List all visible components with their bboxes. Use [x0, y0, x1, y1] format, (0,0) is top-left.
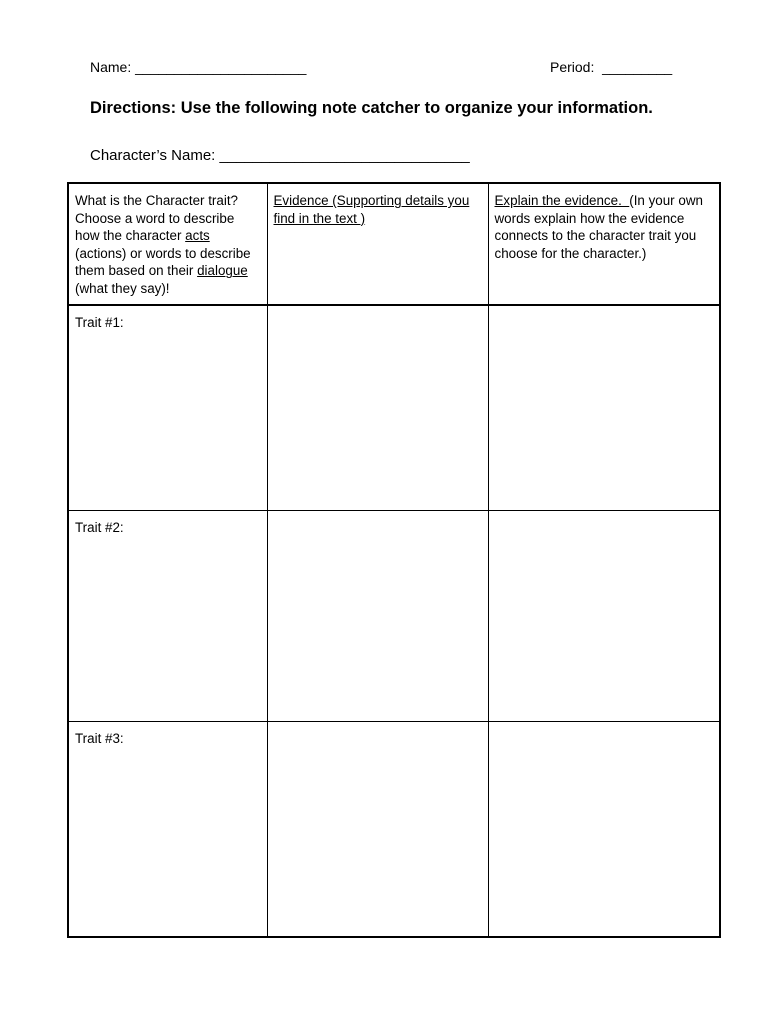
evidence-2-cell[interactable]	[267, 510, 488, 721]
acts-underlined: acts	[185, 228, 210, 244]
trait-header-text-2: (actions) or words to describe them based on their	[75, 245, 251, 279]
trait-1-cell[interactable]	[68, 305, 267, 511]
explain-header-text: (In your own words explain how the evidence connects to the character trait you choose for the character.)	[494, 193, 703, 261]
note-catcher-table	[67, 182, 721, 938]
evidence-3-cell[interactable]	[267, 721, 488, 937]
explanation-2-cell[interactable]	[488, 510, 720, 721]
name-field-label: Name: ______________________	[90, 59, 307, 75]
period-field-label: Period: _________	[550, 59, 673, 75]
table-row	[68, 305, 720, 511]
trait-2-label: Trait #2:	[75, 519, 124, 535]
explanation-3-cell[interactable]	[488, 721, 720, 937]
trait-2-cell[interactable]	[68, 510, 267, 721]
trait-1-label: Trait #1:	[75, 314, 124, 330]
trait-3-label: Trait #3:	[75, 730, 124, 746]
table-row	[68, 721, 720, 937]
evidence-1-cell[interactable]	[267, 305, 488, 511]
table-row	[68, 510, 720, 721]
trait-header-text-3: (what they say)!	[75, 280, 170, 296]
explanation-1-cell[interactable]	[488, 305, 720, 511]
evidence-header-text: Evidence (Supporting details you find in the text )	[273, 193, 470, 226]
directions-heading: Directions: Use the following note catcher to organize your information.	[90, 99, 653, 117]
evidence-header	[267, 183, 488, 305]
table-header-row	[68, 183, 720, 305]
trait-3-cell[interactable]	[68, 721, 267, 937]
character-name-field-label: Character’s Name: ______________________________	[90, 147, 470, 164]
character-trait-header	[68, 183, 267, 305]
explain-header-underlined: Explain the evidence.	[494, 193, 630, 208]
trait-header-text: What is the Character trait? Choose a word to describe how the character	[75, 193, 238, 244]
dialogue-underlined: dialogue	[197, 263, 248, 279]
explain-evidence-header	[488, 183, 720, 305]
